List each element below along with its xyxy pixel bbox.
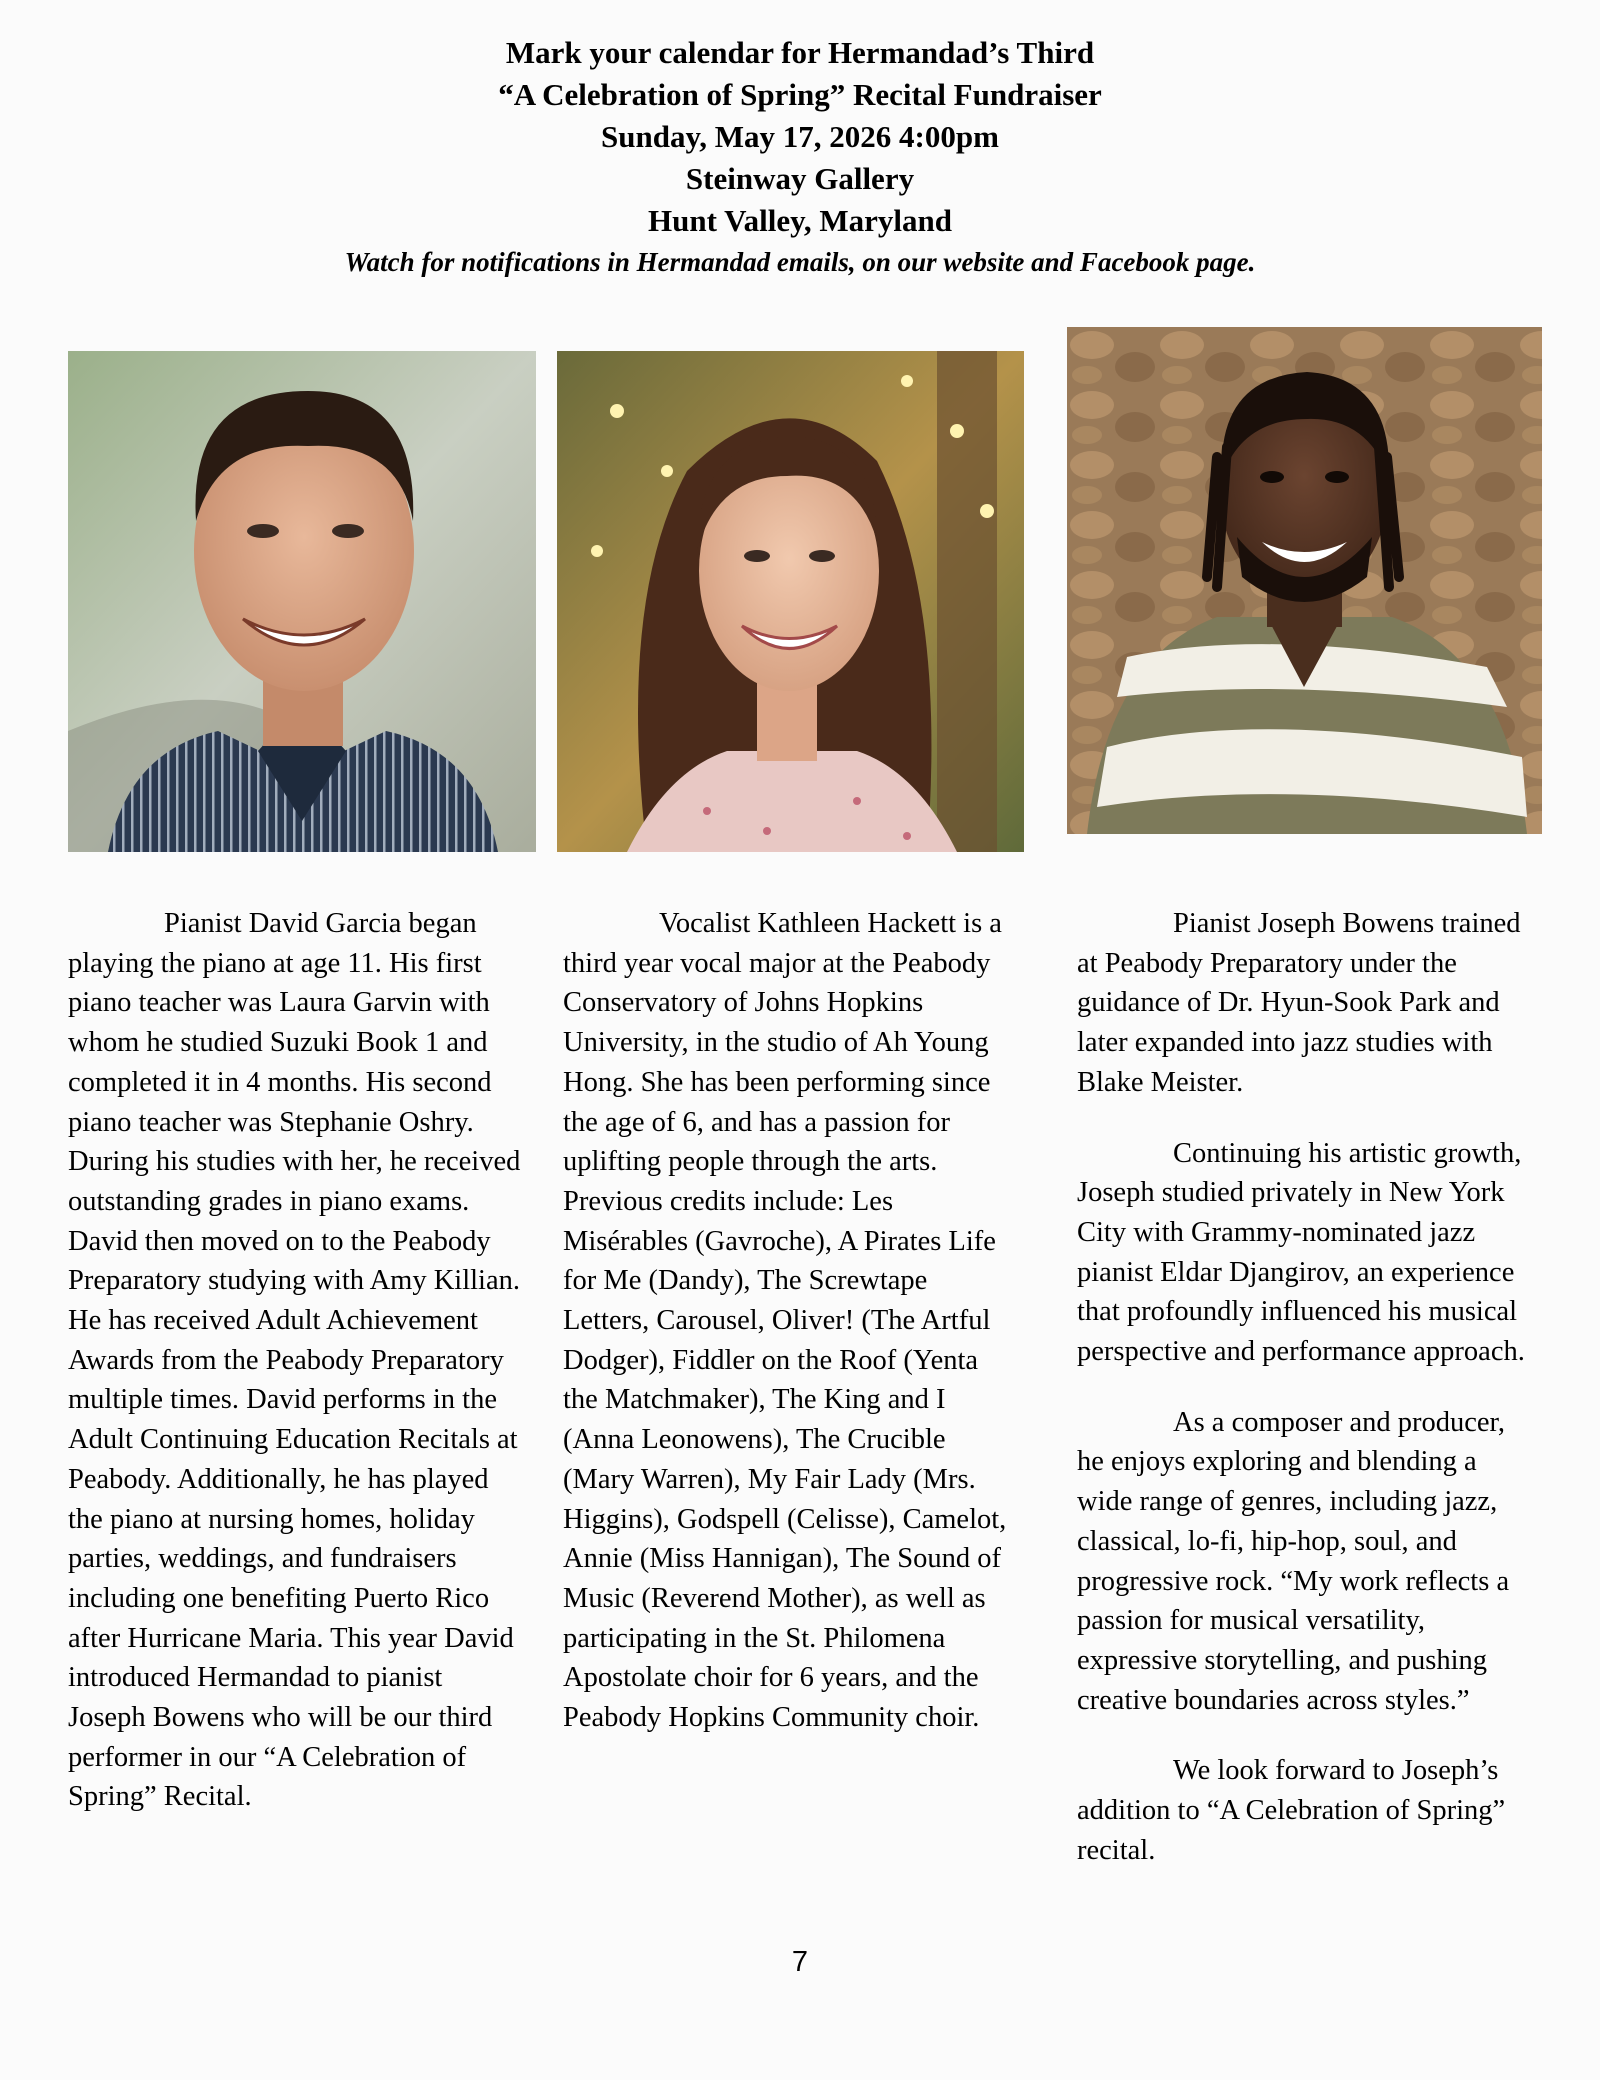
event-announcement-header	[0, 32, 1600, 282]
photo-kathleen-hackett	[557, 351, 1024, 852]
bio-joseph-bowens-composer: As a composer and producer, he enjoys exploring and blending a wide range of genres, including jazz, classical, lo-fi, hip-hop, soul, and progressive rock. “My work reflects a passion for musical versatility, expressive storytelling, and pushing creative boundaries across styles.”	[1077, 1406, 1510, 1716]
event-venue: Steinway Gallery	[685, 161, 915, 196]
bio-kathleen-hackett: Vocalist Kathleen Hackett is a third year vocal major at the Peabody Conservatory of Johns Hopkins University, in the studio of Ah Young Hong. She has been performing since the age of 6, and has a passion for uplifting people through the arts. Previous credits include: Les Misérables (Gavroche), A Pirates Life for Me (Dandy), The Screwtape Letters, Carousel, Oliver! (The Artful Dodger), Fiddler on the Roof (Yenta the Matchmaker), The King and I (Anna Leonowens), The Crucible (Mary Warren), My Fair Lady (Mrs. Higgins), Godspell (Celisse), Camelot, Annie (Miss Hannigan), The Sound of Music (Reverend Mother), as well as participating in the St. Philomena Apostolate choir for 6 years, and the Peabody Hopkins Community choir.	[563, 908, 1007, 1734]
column-kathleen-hackett	[563, 904, 1013, 1769]
page-number: 7	[791, 1946, 809, 1978]
bio-joseph-bowens-training: Pianist Joseph Bowens trained at Peabody Preparatory under the guidance of Dr. Hyun-Sook Park and later expanded into jazz studies with Blake Meister.	[1077, 908, 1521, 1098]
photo-david-garcia	[68, 351, 536, 852]
column-joseph-bowens	[1077, 904, 1538, 1901]
bio-david-garcia: Pianist David Garcia began playing the piano at age 11. His first piano teacher was Laura Garvin with whom he studied Suzuki Book 1 and completed it in 4 months. His second piano teacher was Stephanie Oshry. During his studies with her, he received outstanding grades in piano exams. David then moved on to the Peabody Preparatory studying with Amy Killian. He has received Adult Achievement Awards from the Peabody Preparatory multiple times. David performs in the Adult Continuing Education Recitals at Peabody. Additionally, he has played the piano at nursing homes, holiday parties, weddings, and fundraisers including one benefiting Puerto Rico after Hurricane Maria. This year David introduced Hermandad to pianist Joseph Bowens who will be our third performer in our “A Celebration of Spring” Recital.	[68, 908, 521, 1813]
bio-joseph-bowens-closing: We look forward to Joseph’s addition to “A Celebration of Spring” recital.	[1077, 1755, 1506, 1866]
event-location: Hunt Valley, Maryland	[647, 203, 953, 238]
event-date-time: Sunday, May 17, 2026 4:00pm	[601, 119, 999, 154]
headline-line-2: “A Celebration of Spring” Recital Fundraiser	[498, 77, 1102, 112]
notification-note: Watch for notifications in Hermandad emails, on our website and Facebook page.	[344, 247, 1256, 277]
photo-joseph-bowens	[1067, 327, 1542, 834]
bio-joseph-bowens-growth: Continuing his artistic growth, Joseph studied privately in New York City with Grammy-nominated jazz pianist Eldar Djangirov, an experience that profoundly influenced his musical perspective and performance approach.	[1077, 1137, 1525, 1368]
headline-line-1: Mark your calendar for Hermandad’s Third	[505, 35, 1095, 70]
column-david-garcia	[68, 904, 526, 1848]
